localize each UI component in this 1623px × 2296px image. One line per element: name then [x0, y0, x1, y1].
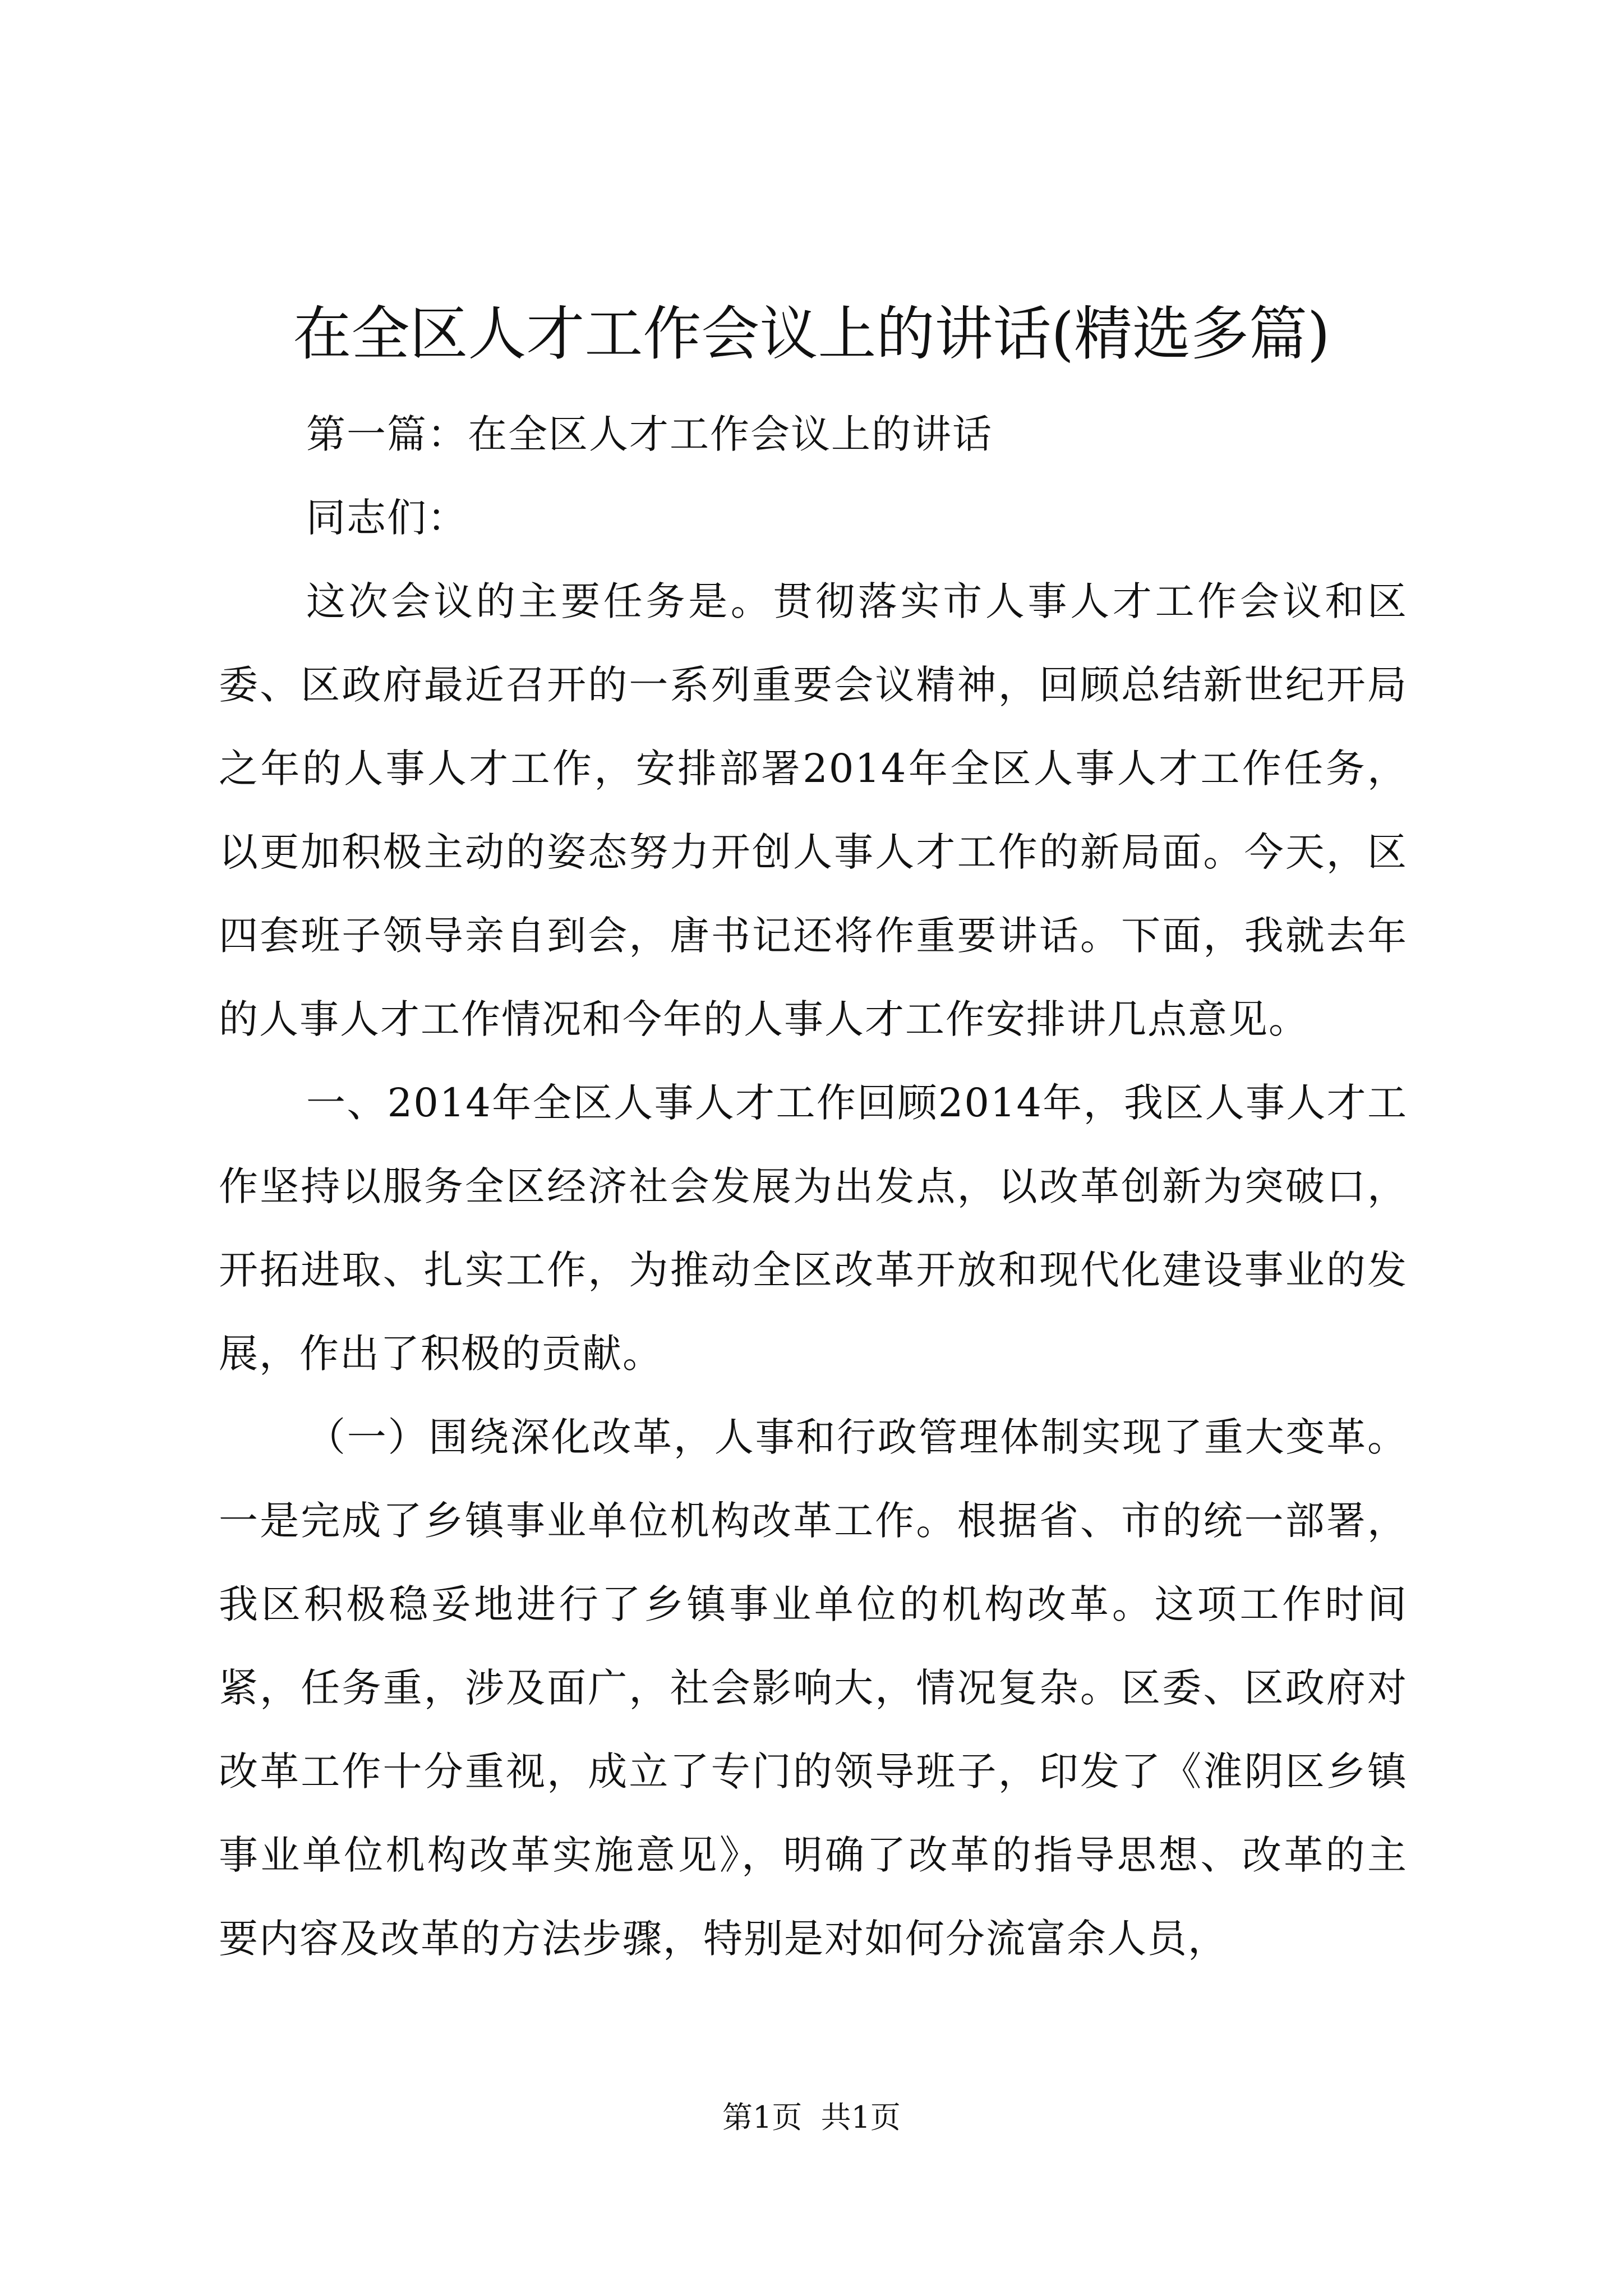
paragraph: （一）围绕深化改革，人事和行政管理体制实现了重大变革。一是完成了乡镇事业单位机构改革工作。根据省、市的统一部署，我区积极稳妥地进行了乡镇事业单位的机构改革。这项工作时间紧，任务重，涉及面广，社会影响大，情况复杂。区委、区政府对改革工作十分重视，成立了专门的领导班子，印发了《淮阴区乡镇事业单位机构改革实施意见》，明确了改革的指导思想、改革的主要内容及改革的方法步骤，特别是对如何分流富余人员，	[219, 1414, 1408, 1962]
page-total: 共1页	[820, 2100, 901, 2135]
document-body	[219, 393, 1408, 1981]
paragraph: 这次会议的主要任务是。贯彻落实市人事人才工作会议和区委、区政府最近召开的一系列重要会议精神，回顾总结新世纪开局之年的人事人才工作，安排部署2014年全区人事人才工作任务，以更加积极主动的姿态努力开创人事人才工作的新局面。今天，区四套班子领导亲自到会，唐书记还将作重要讲话。下面，我就去年的人事人才工作情况和今年的人事人才工作安排讲几点意见。	[219, 578, 1408, 1042]
paragraph: 一、2014年全区人事人才工作回顾2014年，我区人事人才工作坚持以服务全区经济社会发展为出发点，以改革创新为突破口，开拓进取、扎实工作，为推动全区改革开放和现代化建设事业的发展，作出了积极的贡献。	[219, 1080, 1408, 1377]
document-title: 在全区人才工作会议上的讲话(精选多篇)	[293, 300, 1330, 368]
salutation: 同志们：	[306, 495, 468, 541]
page-footer	[0, 2098, 1623, 2137]
page-number: 第1页	[722, 2100, 803, 2135]
section-heading: 第一篇：在全区人才工作会议上的讲话	[306, 411, 993, 457]
